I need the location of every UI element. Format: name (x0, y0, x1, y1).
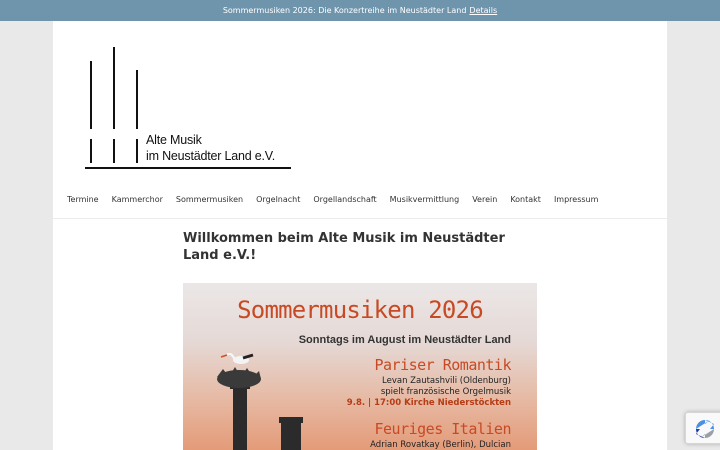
logo-pipe-5 (136, 70, 138, 129)
main-navigation (67, 195, 611, 204)
nav-item-termine[interactable]: Termine (67, 195, 99, 204)
nav-item-orgellandschaft[interactable]: Orgellandschaft (313, 195, 377, 204)
announcement-bar (0, 0, 720, 21)
page-container (53, 21, 667, 450)
nav-item-kammerchor[interactable]: Kammerchor (111, 195, 163, 204)
poster-event-2-title: Feuriges Italien (374, 420, 511, 438)
concert-poster-image[interactable] (183, 283, 537, 450)
logo-pipe-1 (90, 61, 92, 129)
logo-pipe-3 (113, 47, 115, 129)
announcement-details-link[interactable]: Details (469, 6, 498, 15)
poster-event-1-performer: Levan Zautashvili (Oldenburg) (382, 376, 511, 386)
stork-nest-illustration (183, 353, 313, 450)
poster-event-2-performer: Adrian Rovatkay (Berlin), Dulcian (370, 440, 511, 450)
page-title: Willkommen beim Alte Musik im Neustädter Land e.V.! (183, 231, 505, 263)
recaptcha-icon (693, 418, 717, 440)
nav-item-verein[interactable]: Verein (472, 195, 498, 204)
announcement-text: Sommermusiken 2026: Die Konzertreihe im Neustädter Land (222, 6, 467, 15)
logo-pipe-6 (136, 139, 138, 163)
nav-item-kontakt[interactable]: Kontakt (510, 195, 541, 204)
site-logo[interactable] (85, 47, 291, 171)
recaptcha-badge[interactable] (685, 412, 720, 444)
poster-event-1-program: spielt französische Orgelmusik (380, 387, 511, 397)
logo-pipe-4 (113, 139, 115, 163)
poster-event-1-title: Pariser Romantik (374, 356, 511, 374)
poster-event-1-when: 9.8. | 17:00 Kirche Niederstöckten (346, 398, 511, 408)
nav-item-impressum[interactable]: Impressum (553, 195, 599, 204)
logo-pipe-2 (90, 139, 92, 163)
nav-item-sommermusiken[interactable]: Sommermusiken (175, 195, 244, 204)
logo-baseline (85, 167, 291, 169)
nav-divider (53, 218, 667, 219)
poster-title: Sommermusiken 2026 (237, 296, 483, 324)
nav-item-musikvermittlung[interactable]: Musikvermittlung (389, 195, 460, 204)
poster-subtitle: Sonntags im August im Neustädter Land (298, 334, 511, 346)
logo-text-line1: Alte Musik (146, 133, 202, 147)
nav-item-orgelnacht[interactable]: Orgelnacht (256, 195, 301, 204)
logo-text-line2: im Neustädter Land e.V. (146, 149, 276, 163)
